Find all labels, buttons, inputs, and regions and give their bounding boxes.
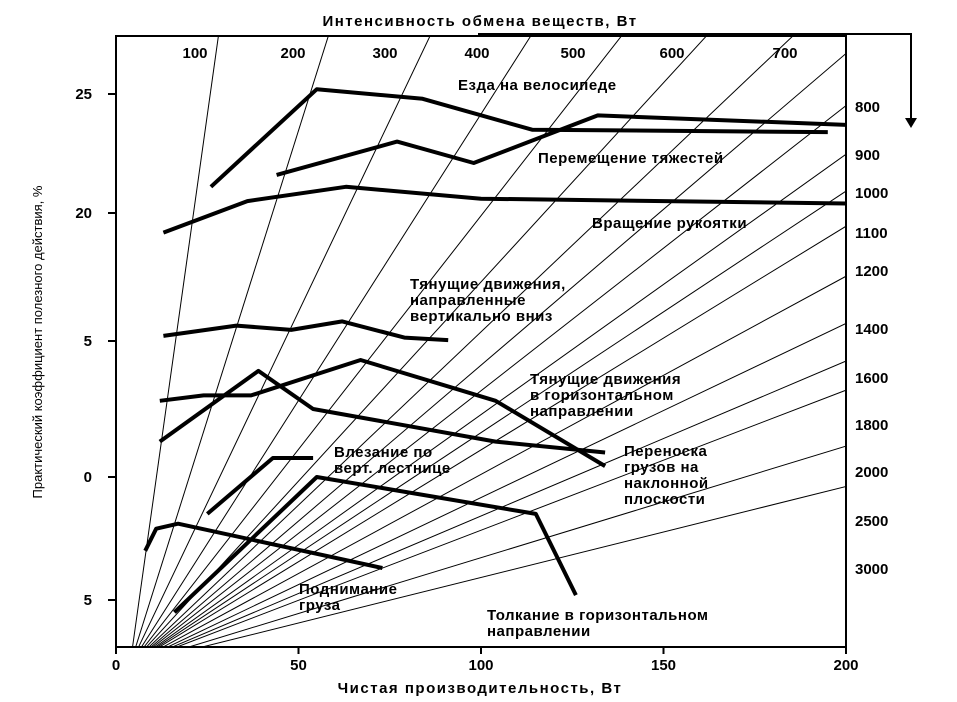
y-tick-label: 5: [83, 592, 92, 609]
iso-line-1000: [130, 0, 957, 665]
right-tick-label: 1100: [855, 225, 888, 242]
right-tick-label: 2500: [855, 513, 889, 530]
series-label-3: Вращение рукоятки: [592, 215, 748, 232]
y-tick-label: 0: [83, 469, 92, 486]
axis-tick-labels: [75, 86, 858, 674]
y-tick-label: 5: [83, 333, 92, 350]
right-tick-label: 2000: [855, 464, 889, 481]
series-label-2: Перемещение тяжестей: [538, 150, 724, 167]
series-label-1: Езда на велосипеде: [458, 77, 617, 94]
iso-metabolic-lines: [130, 0, 957, 665]
iso-line-800: [130, 0, 957, 665]
series-label-8: Поднимание: [299, 581, 398, 598]
top-tick-label: 200: [280, 45, 306, 62]
y-tick-label: 25: [75, 86, 92, 103]
y-tick-label: 20: [75, 205, 92, 222]
series-line-4: [163, 321, 448, 340]
right-tick-label: 1000: [855, 185, 889, 202]
arrow-head: [905, 118, 917, 128]
series-label-5: в горизонтальном: [530, 387, 674, 404]
series-label-4: Тянущие движения,: [410, 276, 566, 293]
series-label-7: Влезание по: [334, 444, 433, 461]
series-label-7: верт. лестнице: [334, 460, 451, 477]
series-label-6: Переноска: [624, 443, 708, 460]
iso-line-700: [130, 0, 957, 665]
x-axis-title: Чистая производительность, Вт: [337, 680, 623, 697]
x-tick-label: 0: [111, 657, 121, 674]
x-tick-label: 50: [290, 657, 307, 674]
x-tick-label: 100: [468, 657, 494, 674]
top-tick-label: 400: [464, 45, 490, 62]
iso-line-1100: [130, 0, 957, 665]
top-tick-label: 600: [659, 45, 685, 62]
iso-line-1400: [130, 0, 957, 665]
top-tick-label: 300: [372, 45, 398, 62]
top-tick-label: 100: [182, 45, 208, 62]
series-line-8: [145, 524, 382, 568]
iso-line-400: [130, 0, 882, 665]
series-label-4: вертикально вниз: [410, 308, 553, 325]
series-line-7: [207, 458, 313, 514]
iso-line-1200: [130, 0, 957, 665]
series-label-9: Толкание в горизонтальном: [487, 607, 709, 624]
series-label-9: направлении: [487, 623, 591, 640]
series-line-1: [211, 89, 828, 187]
top-tick-label: 700: [772, 45, 798, 62]
right-tick-label: 800: [855, 99, 881, 116]
x-tick-label: 200: [833, 657, 859, 674]
series-label-5: направлении: [530, 403, 634, 420]
y-axis-title: Практический коэффициент полезного действия, %: [30, 185, 45, 499]
x-tick-label: 150: [650, 657, 677, 674]
series-label-6: плоскости: [624, 491, 706, 508]
right-tick-label: 1600: [855, 370, 889, 387]
top-tick-label: 500: [560, 45, 586, 62]
series-label-6: наклонной: [624, 475, 709, 492]
iso-line-600: [130, 0, 957, 665]
iso-line-900: [130, 0, 957, 665]
iso-line-500: [130, 0, 957, 665]
right-tick-label: 1200: [855, 263, 889, 280]
right-tick-label: 1800: [855, 417, 889, 434]
plot-frame: [116, 36, 846, 647]
top-axis-title: Интенсивность обмена веществ, Вт: [322, 13, 638, 30]
iso-line-100: [130, 0, 325, 665]
series-label-6: грузов на: [624, 459, 699, 476]
right-tick-label: 1400: [855, 321, 889, 338]
series-label-8: груза: [299, 597, 341, 614]
series-label-5: Тянущие движения: [530, 371, 682, 388]
series-label-4: направленные: [410, 292, 526, 309]
right-tick-label: 3000: [855, 561, 889, 578]
right-tick-label: 900: [855, 147, 881, 164]
